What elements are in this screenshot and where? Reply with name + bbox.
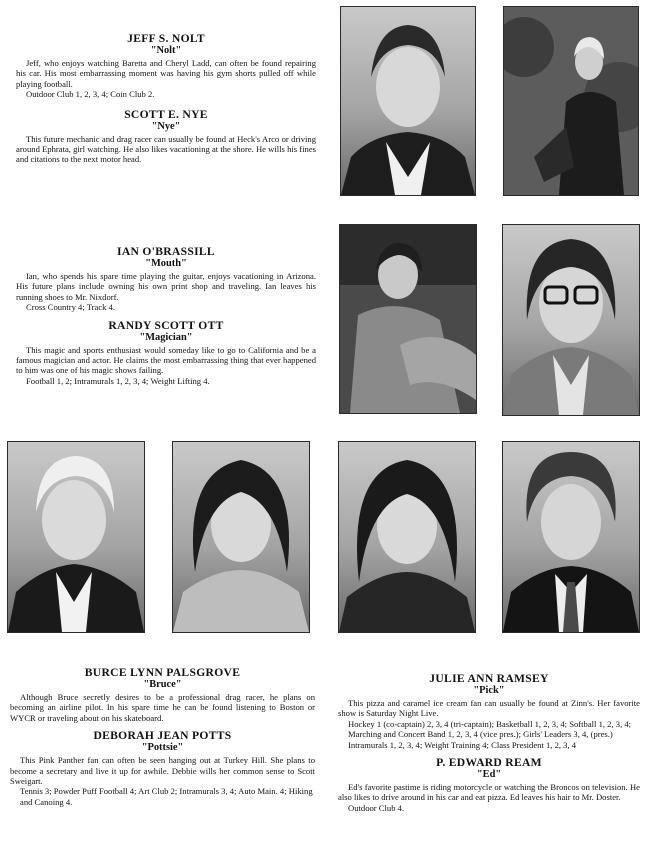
student-activities: Hockey 1 (co-captain) 2, 3, 4 (tri-captain); Basketball 1, 2, 3, 4; Softball 1, 2, 3, 4; Marching and Concert Band 1, 2, 3, 4 (vice pres.); Girls' Leaders 3, 4, (pres.) Intramurals 1, 2, 3, 4; Weight Training 4; Class President 1, 2, 3, 4 (348, 718, 632, 750)
bio-column-middle (16, 245, 316, 386)
student-activities: Football 1, 2; Intramurals 1, 2, 3, 4; Weight Lifting 4. (26, 375, 210, 386)
student-name: BURCE LYNN PALSGROVE (84, 666, 241, 679)
student-activities: Cross Country 4; Track 4. (26, 302, 116, 313)
photo-edward-ream (502, 441, 640, 633)
bio-ian-obrassill (16, 245, 316, 313)
student-name: DEBORAH JEAN POTTS (93, 729, 232, 743)
student-nickname: "Nye" (151, 120, 181, 132)
student-bio: Although Bruce secretly desires to be a professional drag racer, he plans on becoming an airline pilot. In his spare time he can be found listening to Boston or WYCR or traveling about on his skateboard. (10, 692, 315, 723)
student-name: P. EDWARD REAM (436, 756, 542, 770)
student-name: JEFF S. NOLT (127, 32, 205, 45)
photo-ian-obrassill (339, 224, 477, 414)
bio-column-top (16, 32, 316, 165)
photo-scott-nye (503, 6, 639, 196)
student-nickname: "Mouth" (145, 258, 187, 269)
bio-column-bottom-right (338, 672, 640, 813)
student-nickname: "Pottsie" (141, 742, 184, 754)
student-name: RANDY SCOTT OTT (108, 318, 224, 332)
student-bio: This future mechanic and drag racer can usually be found at Heck's Arco or driving around Ephrata, girl watching. He also likes vacationing at the shore. He wills his fines and citations to the next motor head. (16, 133, 316, 165)
bio-bruce-palsgrove (10, 666, 315, 723)
photo-randy-ott (502, 224, 640, 416)
bio-julie-ramsey (338, 672, 640, 750)
student-bio: This magic and sports enthusiast would someday like to go to California and be a famous magician and actor. He claims the most embarrassing thing that ever happened to him was one of his magic shows failing. (16, 344, 316, 376)
student-name: IAN O'BRASSILL (117, 245, 215, 258)
bio-scott-nye (16, 108, 316, 165)
student-nickname: "Ed" (476, 769, 502, 781)
student-bio: This Pink Panther fan can often be seen hanging out at Turkey Hill. She plans to become a secretary and live it up for awhile. Debbie wills her common sense to Scott Sweigart. (10, 755, 315, 787)
student-bio: This pizza and caramel ice cream fan can usually be found at Zinn's. Her favorite show is Saturday Night Live. (338, 698, 640, 719)
bio-randy-ott (16, 319, 316, 387)
student-activities: Tennis 3; Powder Puff Football 4; Art Club 2; Intramurals 3, 4; Auto Main. 4; Hiking and Canoing 4. (20, 786, 313, 807)
student-name: SCOTT E. NYE (124, 107, 208, 121)
student-bio: Ed's favorite pastime is riding motorcycle or watching the Broncos on television. He also likes to drive around in his car and eat pizza. Ed leaves his hair to Mr. Doster. (338, 782, 640, 803)
student-nickname: "Nolt" (150, 45, 182, 56)
photo-julie-ramsey (338, 441, 476, 633)
photo-deborah-potts (172, 441, 310, 633)
bio-jeff-nolt (16, 32, 316, 100)
student-activities: Outdoor Club 4. (348, 802, 405, 813)
student-name: JULIE ANN RAMSEY (429, 672, 549, 685)
student-nickname: "Bruce" (143, 679, 182, 690)
bio-deborah-potts (10, 729, 315, 807)
photo-bruce-palsgrove (7, 441, 145, 633)
student-nickname: "Magician" (139, 331, 193, 343)
bio-column-bottom-left (10, 666, 315, 807)
student-nickname: "Pick" (473, 685, 505, 696)
photo-jeff-nolt (340, 6, 476, 196)
student-bio: Jeff, who enjoys watching Baretta and Cheryl Ladd, can often be found repairing his car. His most embarrassing moment was having his gym shorts pulled off while playing football. (16, 58, 316, 89)
student-bio: Ian, who spends his spare time playing the guitar, enjoys vacationing in Arizona. His future plans include owning his own print shop and traveling. Ian leaves his running shoes to Mr. Nixdorf. (16, 271, 316, 302)
student-activities: Outdoor Club 1, 2, 3, 4; Coin Club 2. (26, 89, 155, 100)
bio-edward-ream (338, 756, 640, 813)
